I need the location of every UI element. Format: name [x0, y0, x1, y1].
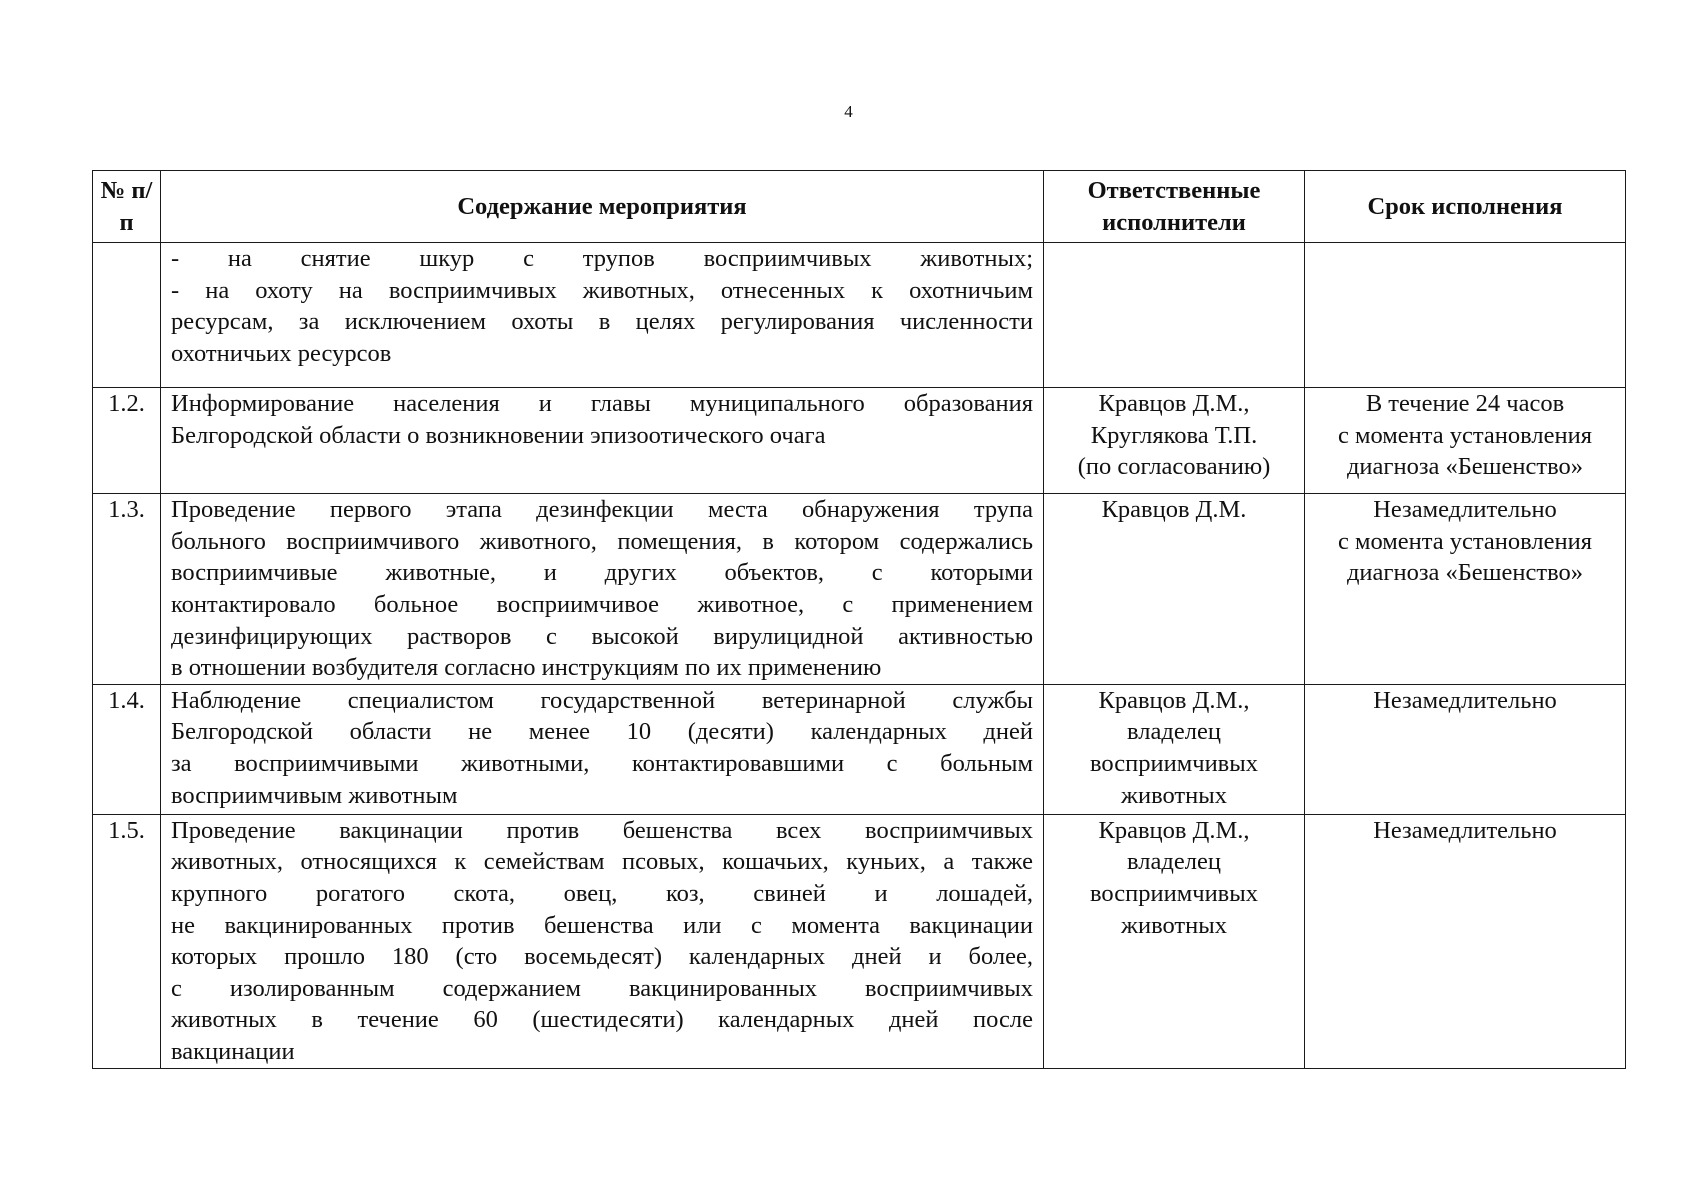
row-content-line: Проведение вакцинации против бешенства всех восприимчивых: [171, 816, 1033, 844]
row-content-line: в отношении возбудителя согласно инструкциям по их применению: [171, 654, 882, 682]
row-content-line: Белгородской области не менее 10 (десяти) календарных дней: [171, 718, 1033, 746]
row-content-line: с изолированным содержанием вакцинированных восприимчивых: [171, 974, 1033, 1002]
row-responsible: [1044, 243, 1305, 388]
table-row: [93, 243, 1626, 388]
row-content: [161, 243, 1044, 388]
row-responsible-line: Кравцов Д.М.,: [1098, 686, 1250, 714]
row-responsible: [1044, 494, 1305, 685]
row-content-line: животных в течение 60 (шестидесяти) календарных дней после: [171, 1006, 1033, 1034]
row-content-line: Наблюдение специалистом государственной ветеринарной службы: [171, 686, 1033, 714]
row-responsible-line: владелец: [1127, 848, 1221, 876]
row-deadline-line: с момента установления: [1338, 527, 1592, 555]
row-responsible-line: животных: [1121, 911, 1227, 939]
row-content-line: животных, относящихся к семействам псовых, кошачьих, куньих, а также: [171, 848, 1033, 876]
row-content-line: Проведение первого этапа дезинфекции места обнаружения трупа: [171, 496, 1033, 524]
row-responsible: [1044, 388, 1305, 494]
row-responsible-line: Круглякова Т.П.: [1090, 421, 1258, 449]
table-header: [93, 171, 1626, 243]
row-deadline: [1305, 243, 1626, 388]
row-content: [161, 388, 1044, 494]
row-responsible-line: владелец: [1127, 718, 1221, 746]
row-content: [161, 814, 1044, 1068]
row-responsible-line: Кравцов Д.М.: [1101, 496, 1247, 524]
row-content-line: - на снятие шкур с трупов восприимчивых животных;: [171, 245, 1033, 273]
row-content-line: больного восприимчивого животного, помещения, в котором содержались: [171, 527, 1033, 555]
header-responsible: Ответственные исполнители: [1044, 171, 1305, 243]
row-responsible: [1044, 684, 1305, 814]
row-deadline-line: диагноза «Бешенство»: [1346, 453, 1584, 481]
row-deadline: [1305, 494, 1626, 685]
header-num: № п/п: [93, 171, 161, 243]
row-content-line: не вакцинированных против бешенства или с момента вакцинации: [171, 911, 1033, 939]
row-responsible: [1044, 814, 1305, 1068]
row-responsible-line: восприимчивых: [1090, 879, 1258, 907]
row-responsible-line: Кравцов Д.М.,: [1098, 390, 1250, 418]
row-number: 1.2.: [93, 388, 161, 494]
table-row: [93, 494, 1626, 685]
row-number: 1.5.: [93, 814, 161, 1068]
row-content: [161, 494, 1044, 685]
table-row: [93, 814, 1626, 1068]
row-deadline-line: диагноза «Бешенство»: [1346, 559, 1584, 587]
table-row: [93, 388, 1626, 494]
header-row: [93, 171, 1626, 243]
row-deadline-line: Незамедлительно: [1373, 686, 1557, 714]
row-content-line: восприимчивым животным: [171, 781, 458, 809]
row-content: [161, 684, 1044, 814]
row-number: 1.4.: [93, 684, 161, 814]
row-content-line: Белгородской области о возникновении эпизоотического очага: [171, 421, 826, 449]
row-content-line: за восприимчивыми животными, контактировавшими с больным: [171, 749, 1033, 777]
measures-table: [92, 170, 1626, 1069]
row-deadline-line: Незамедлительно: [1373, 816, 1557, 844]
row-responsible-line: восприимчивых: [1090, 749, 1258, 777]
row-content-line: вакцинации: [171, 1037, 295, 1065]
row-responsible-line: Кравцов Д.М.,: [1098, 816, 1250, 844]
row-deadline: [1305, 388, 1626, 494]
page-number: 4: [844, 102, 853, 121]
row-content-line: дезинфицирующих растворов с высокой вирулицидной активностью: [171, 622, 1033, 650]
row-content-line: которых прошло 180 (сто восемьдесят) календарных дней и более,: [171, 943, 1033, 971]
row-content-line: восприимчивые животные, и других объектов, с которыми: [171, 559, 1033, 587]
row-content-line: - на охоту на восприимчивых животных, отнесенных к охотничьим: [171, 276, 1033, 304]
row-deadline-line: Незамедлительно: [1373, 496, 1557, 524]
row-content-line: ресурсам, за исключением охоты в целях регулирования численности: [171, 308, 1033, 336]
row-deadline: [1305, 814, 1626, 1068]
table-body: [93, 243, 1626, 1069]
header-content: Содержание мероприятия: [161, 171, 1044, 243]
row-content-line: охотничьих ресурсов: [171, 339, 392, 367]
row-content-line: крупного рогатого скота, овец, коз, свиней и лошадей,: [171, 879, 1033, 907]
row-deadline: [1305, 684, 1626, 814]
row-number: [93, 243, 161, 388]
row-content-line: контактировало больное восприимчивое животное, с применением: [171, 590, 1033, 618]
row-deadline-line: В течение 24 часов: [1365, 390, 1565, 418]
row-number: 1.3.: [93, 494, 161, 685]
row-deadline-line: с момента установления: [1338, 421, 1592, 449]
row-content-line: Информирование населения и главы муниципального образования: [171, 390, 1033, 418]
table-row: [93, 684, 1626, 814]
row-responsible-line: животных: [1121, 781, 1227, 809]
header-deadline: Срок исполнения: [1305, 171, 1626, 243]
row-responsible-line: (по согласованию): [1077, 453, 1271, 481]
